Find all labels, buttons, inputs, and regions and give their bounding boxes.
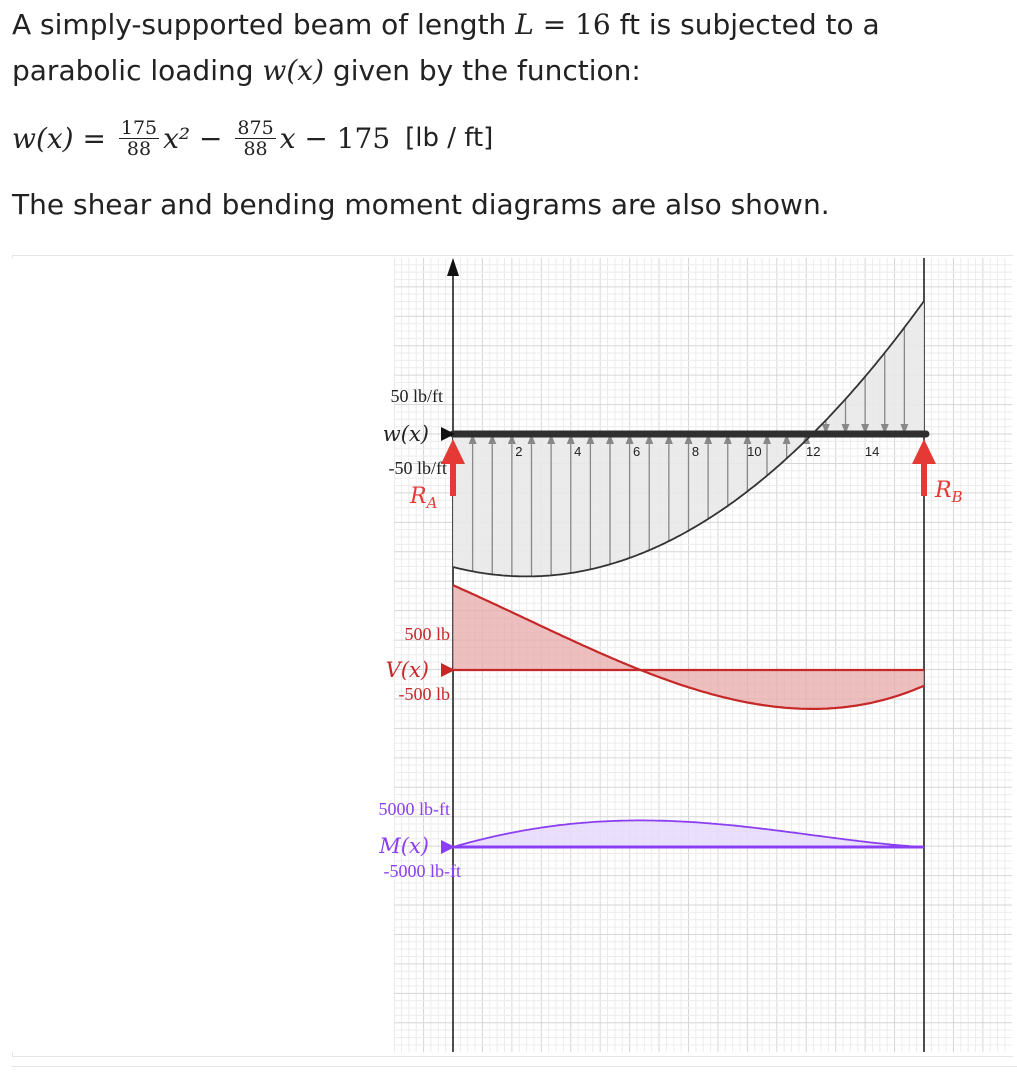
shear-scale-top-label: 500 lb [404,624,450,644]
reaction-b-label-letter: R [935,478,952,503]
coefficient-a-denominator: 88 [126,137,152,160]
reaction-b-arrow-icon [912,439,936,464]
grid-mask [0,258,394,1052]
coefficient-b-numerator: 875 [237,116,274,139]
x-tick-label: 14 [864,444,880,459]
formula-lhs: w(x) [12,121,74,155]
moment-scale-top-label: 5000 lb-ft [378,799,450,819]
formula-minus-1: − [190,121,232,155]
coefficient-a-numerator: 175 [120,116,158,139]
load-symbol-label: w(x) [382,422,429,446]
formula-units: [lb / ft] [405,123,494,153]
x-tick-label: 2 [515,444,523,459]
x-tick-label: 10 [747,444,762,459]
intro-text-c: given by the function: [324,54,641,87]
intro-text-a: A simply-supported beam of length [12,8,516,41]
load-scale-bottom-label: -50 lb/ft [388,458,447,478]
diagram-note: The shear and bending moment diagrams are also shown. [12,188,830,221]
reaction-a-label-letter: R [410,484,427,509]
formula-constant: − 175 [295,121,400,155]
coefficient-b-denominator: 88 [243,137,268,160]
moment-symbol-label: M(x) [379,834,429,858]
length-value: 16 [575,8,611,41]
reaction-b-shaft [921,462,927,496]
formula-term-x-squared: x² [163,121,191,155]
moment-scale-bottom-label: -5000 lb-ft [383,861,461,881]
intro-text-b: ft is subjected to a parabolic loading [12,8,880,87]
formula-equals: = [73,121,115,155]
equals-sign: = [533,8,576,41]
reaction-b-label-subscript: B [951,488,963,506]
load-symbol: w(x) [262,54,325,87]
shear-symbol-label: V(x) [385,658,429,682]
x-tick-label: 8 [691,444,700,459]
load-scale-top-label: 50 lb/ft [390,386,443,406]
reaction-a-label-subscript: A [426,494,438,512]
length-symbol: L [515,8,534,41]
x-tick-label: 6 [633,444,641,459]
reaction-a-shaft [450,462,456,496]
reaction-b-label [934,478,963,506]
shear-scale-bottom-label: -500 lb [398,684,450,704]
x-tick-label: 12 [806,444,821,459]
formula-term-x: x [279,121,296,155]
x-tick-label: 4 [574,444,582,459]
